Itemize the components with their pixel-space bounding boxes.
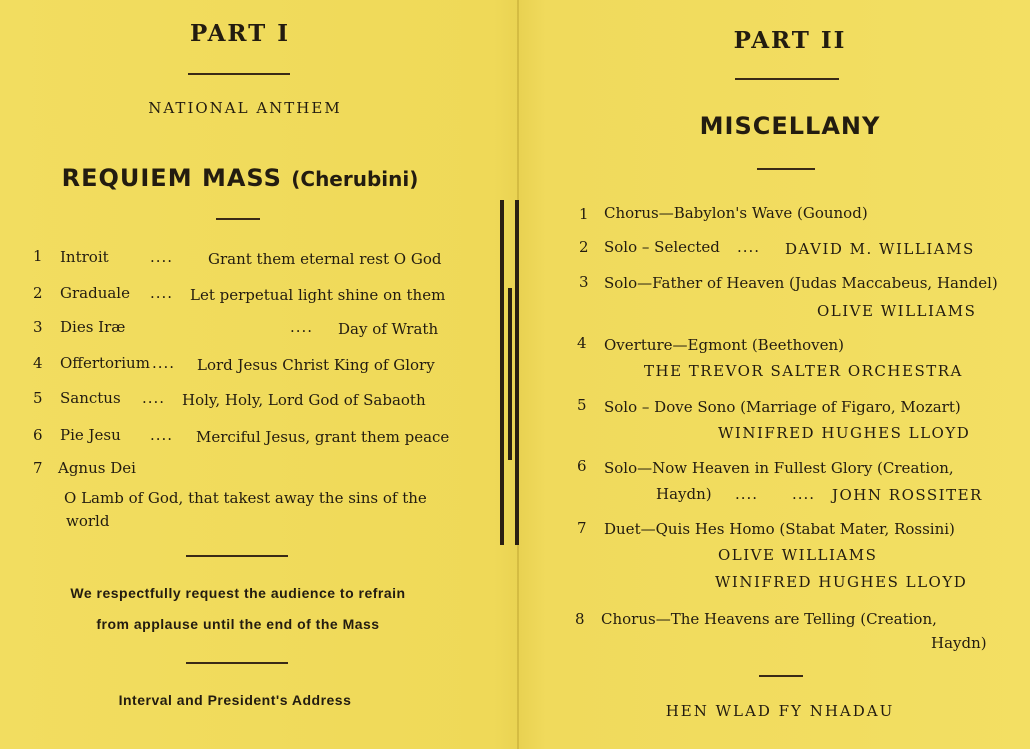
item-dots: .... [150,284,174,302]
divider [188,73,290,75]
mass-title: REQUIEM MASS [61,164,282,192]
item-text: O Lamb of God, that takest away the sins of the [64,489,427,507]
item-dots: .... [142,389,166,407]
item-number: 7 [577,519,587,537]
item-number: 1 [579,205,589,223]
item-text: Lord Jesus Christ King of Glory [197,356,435,374]
miscellany-title: MISCELLANY [699,112,881,140]
performer: DAVID M. WILLIAMS [785,240,975,258]
performer: OLIVE WILLIAMS [718,546,878,564]
item-name: Introit [60,248,109,266]
item-dots: .... [735,485,759,503]
item-text: world [66,512,110,530]
divider [759,675,803,677]
item-text: Overture—Egmont (Beethoven) [604,336,845,354]
item-number: 3 [33,318,43,336]
item-number: 3 [579,273,589,291]
divider [757,168,815,170]
item-number: 8 [575,610,585,628]
divider-bar-2 [508,288,512,460]
item-text: Holy, Holy, Lord God of Sabaoth [182,391,426,409]
divider-bar-1 [500,200,504,545]
item-text: Solo—Father of Heaven (Judas Maccabeus, Handel) [604,274,998,292]
mass-heading [40,163,440,192]
item-number: 7 [33,459,43,477]
mass-composer: (Cherubini) [291,167,419,191]
item-text: Let perpetual light shine on them [190,286,446,304]
item-text: Grant them eternal rest O God [208,250,442,268]
item-number: 1 [33,247,43,265]
item-text: Haydn) [931,634,987,652]
request-line-2: from applause until the end of the Mass [96,616,380,632]
item-name: Pie Jesu [60,426,121,444]
item-number: 4 [577,334,587,352]
item-dots: .... [150,248,174,266]
item-number: 5 [577,396,587,414]
performer: JOHN ROSSITER [832,486,983,504]
national-anthem: NATIONAL ANTHEM [148,99,342,117]
item-text: Chorus—Babylon's Wave (Gounod) [604,204,868,222]
item-name: Dies Iræ [60,318,126,336]
closing-anthem: HEN WLAD FY NHADAU [665,702,895,720]
item-name: Sanctus [60,389,121,407]
item-text: Day of Wrath [338,320,439,338]
item-dots: .... [737,238,761,256]
divider-bar-3 [515,200,519,545]
part-one-title: PART I [189,20,291,47]
item-number: 2 [579,238,589,256]
item-name: Offertorium [60,354,150,372]
item-text: Chorus—The Heavens are Telling (Creation, [601,610,937,628]
item-text: Solo – Selected [604,238,720,256]
item-dots: .... [290,318,314,336]
divider [216,218,260,220]
item-number: 6 [33,426,43,444]
interval-note: Interval and President's Address [118,692,352,708]
performer: WINIFRED HUGHES LLOYD [715,573,968,591]
performer: WINIFRED HUGHES LLOYD [718,424,971,442]
part-two-title: PART II [733,27,847,54]
item-number: 4 [33,354,43,372]
item-number: 5 [33,389,43,407]
item-name: Agnus Dei [58,459,136,477]
item-name: Graduale [60,284,130,302]
performer: THE TREVOR SALTER ORCHESTRA [644,362,963,380]
divider [186,555,288,557]
item-number: 6 [577,457,587,475]
item-text: Solo—Now Heaven in Fullest Glory (Creation, [604,459,954,477]
item-text: Duet—Quis Hes Homo (Stabat Mater, Rossini) [604,520,955,538]
item-dots: .... [152,354,176,372]
item-text: Merciful Jesus, grant them peace [196,428,450,446]
item-dots: .... [792,485,816,503]
item-text: Solo – Dove Sono (Marriage of Figaro, Mozart) [604,398,961,416]
performer: OLIVE WILLIAMS [817,302,977,320]
item-number: 2 [33,284,43,302]
item-dots: .... [150,426,174,444]
request-line-1: We respectfully request the audience to refrain [70,585,406,601]
divider [735,78,839,80]
divider [186,662,288,664]
item-text: Haydn) [656,485,712,503]
